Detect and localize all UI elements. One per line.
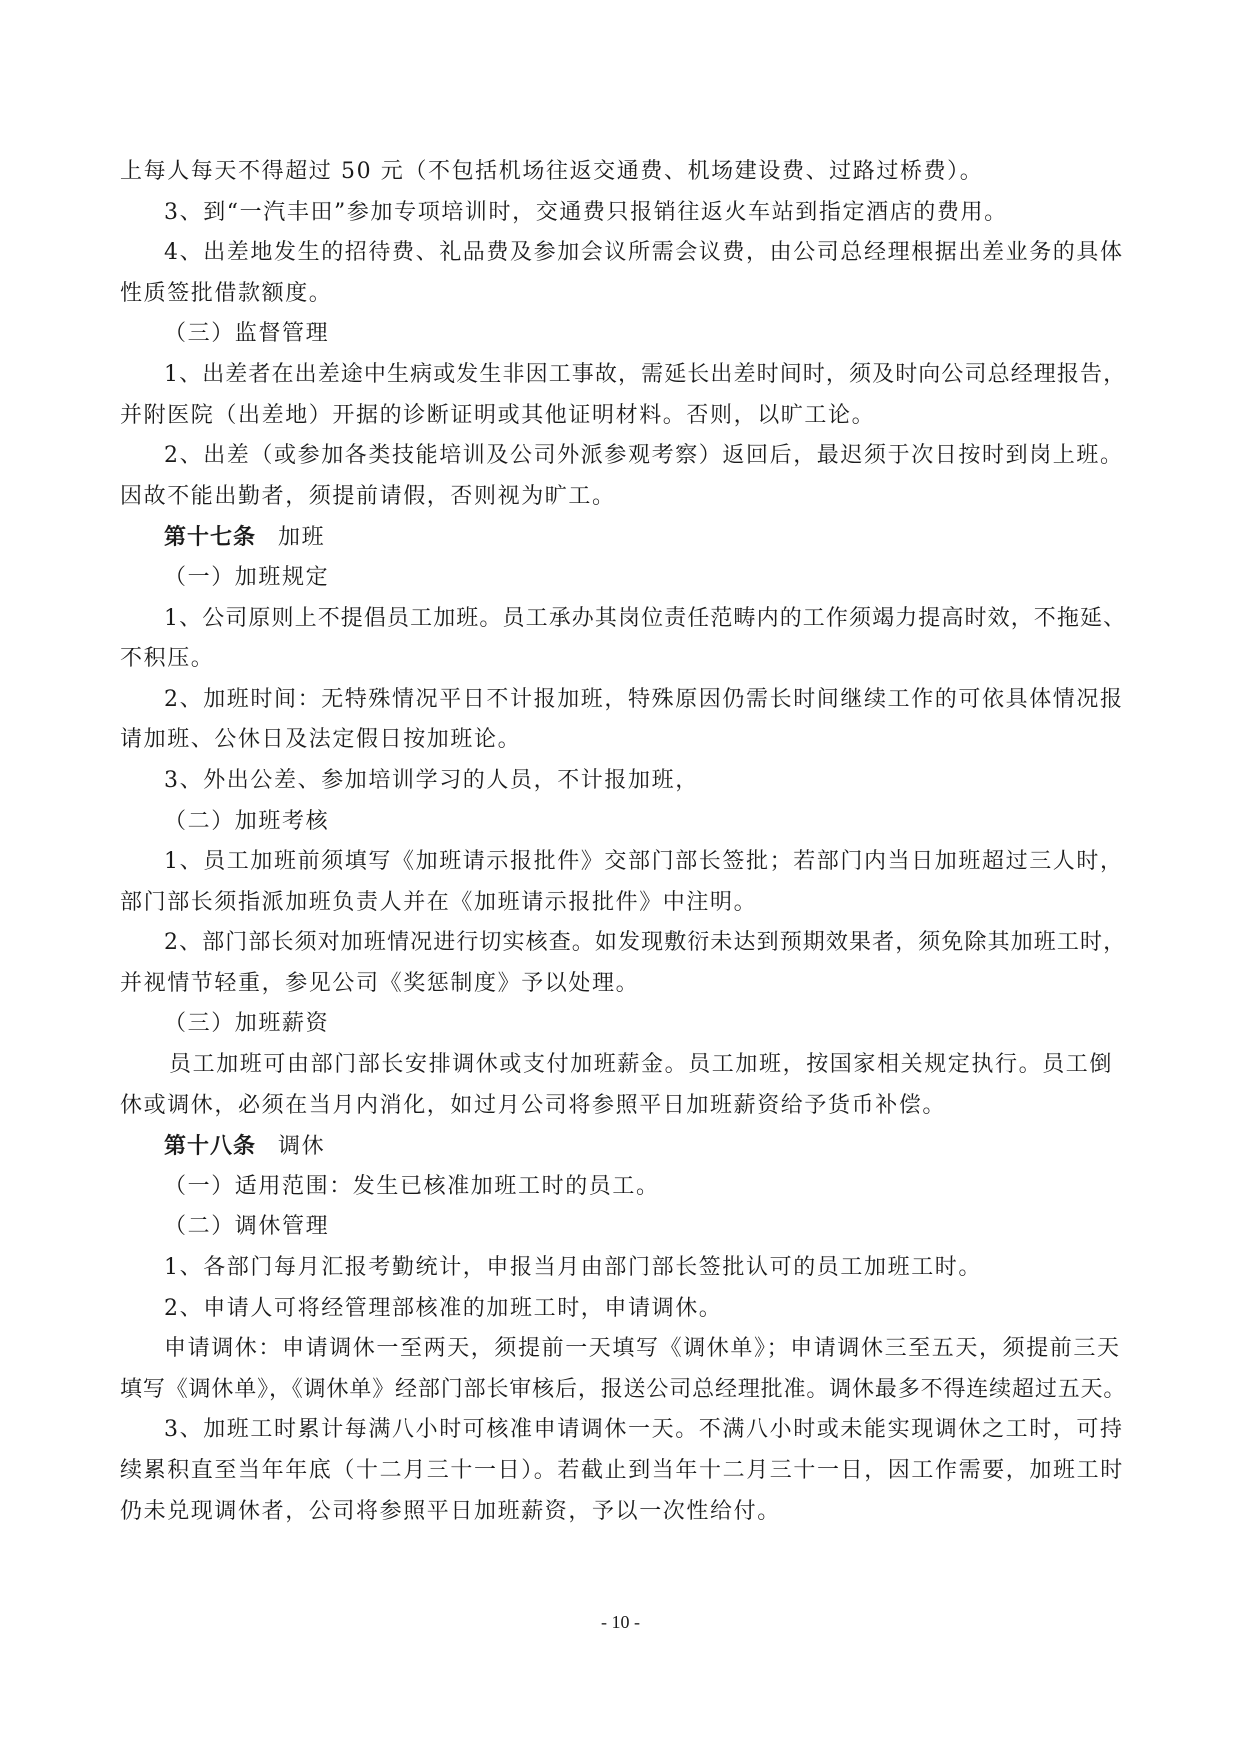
document-body [120,152,1130,1532]
section-heading: （二）加班考核 [164,808,330,834]
paragraph-line: 上每人每天不得超过 50 元（不包括机场往返交通费、机场建设费、过路过桥费）。 [120,159,984,184]
article-heading [120,1126,1130,1167]
paragraph-line: 因故不能出勤者，须提前请假，否则视为旷工。 [120,483,616,509]
section-heading: （一）适用范围：发生已核准加班工时的员工。 [164,1173,660,1199]
section-heading: （三）加班薪资 [164,1011,330,1037]
paragraph-line: 仍未兑现调休者，公司将参照平日加班薪资，予以一次性给付。 [120,1498,781,1524]
article-heading [120,517,1130,558]
paragraph-line: 2、部门部长须对加班情况进行切实核查。如发现敷衍未达到预期效果者，须免除其加班工时， [164,930,1127,956]
paragraph-line: 3、到“一汽丰田”参加专项培训时，交通费只报销往返火车站到指定酒店的费用。 [164,199,1008,225]
paragraph-line: 性质签批借款额度。 [120,280,333,306]
paragraph-line: 续累积直至当年年底（十二月三十一日）。若截止到当年十二月三十一日，因工作需要，加班工时 [120,1458,1124,1483]
paragraph-line: 填写《调休单》，《调休单》经部门部长审核后，报送公司总经理批准。调休最多不得连续超过五天。 [120,1376,1127,1402]
paragraph-line: 1、各部门每月汇报考勤统计，申报当月由部门部长签批认可的员工加班工时。 [164,1255,982,1281]
article-title: 调休 [278,1134,326,1160]
paragraph-line: 并视情节轻重，参见公司《奖惩制度》予以处理。 [120,970,640,996]
paragraph-line: 并附医院（出差地）开据的诊断证明或其他证明材料。否则，以旷工论。 [120,402,876,428]
paragraph-line: 1、出差者在出差途中生病或发生非因工事故，需延长出差时间时，须及时向公司总经理报告， [164,361,1127,387]
paragraph-line: 请加班、公休日及法定假日按加班论。 [120,727,522,753]
section-heading: （二）调休管理 [164,1214,330,1240]
paragraph-line: 1、员工加班前须填写《加班请示报批件》交部门部长签批；若部门内当日加班超过三人时， [164,849,1124,875]
paragraph-line: 休或调休，必须在当月内消化，如过月公司将参照平日加班薪资给予货币补偿。 [120,1092,947,1118]
paragraph-line: 2、加班时间：无特殊情况平日不计报加班，特殊原因仍需长时间继续工作的可依具体情况报 [164,686,1124,712]
paragraph-line: 员工加班可由部门部长安排调休或支付加班薪金。员工加班，按国家相关规定执行。员工倒 [169,1052,1114,1078]
paragraph-line: 2、申请人可将经管理部核准的加班工时，申请调休。 [164,1295,723,1321]
paragraph-line: 2、出差（或参加各类技能培训及公司外派参观考察）返回后，最迟须于次日按时到岗上班。 [164,443,1124,469]
paragraph-line: 申请调休：申请调休一至两天，须提前一天填写《调休单》；申请调休三至五天，须提前三天 [164,1336,1121,1362]
paragraph-line: 4、出差地发生的招待费、礼品费及参加会议所需会议费，由公司总经理根据出差业务的具体 [164,240,1124,266]
paragraph-line: 3、外出公差、参加培训学习的人员，不计报加班， [164,767,699,793]
page-number: - 10 - [601,1612,640,1632]
article-number: 第十八条 [164,1133,257,1160]
paragraph-line: 1、公司原则上不提倡员工加班。员工承办其岗位责任范畴内的工作须竭力提高时效，不拖延、 [164,605,1127,631]
paragraph-line: 不积压。 [120,646,215,672]
section-heading: （三）监督管理 [164,321,330,347]
paragraph-line: 部门部长须指派加班负责人并在《加班请示报批件》中注明。 [120,889,758,915]
section-heading: （一）加班规定 [164,564,330,590]
article-number: 第十七条 [164,524,257,551]
article-title: 加班 [278,525,326,551]
paragraph-line: 3、加班工时累计每满八小时可核准申请调休一天。不满八小时或未能实现调休之工时，可持 [164,1417,1124,1443]
